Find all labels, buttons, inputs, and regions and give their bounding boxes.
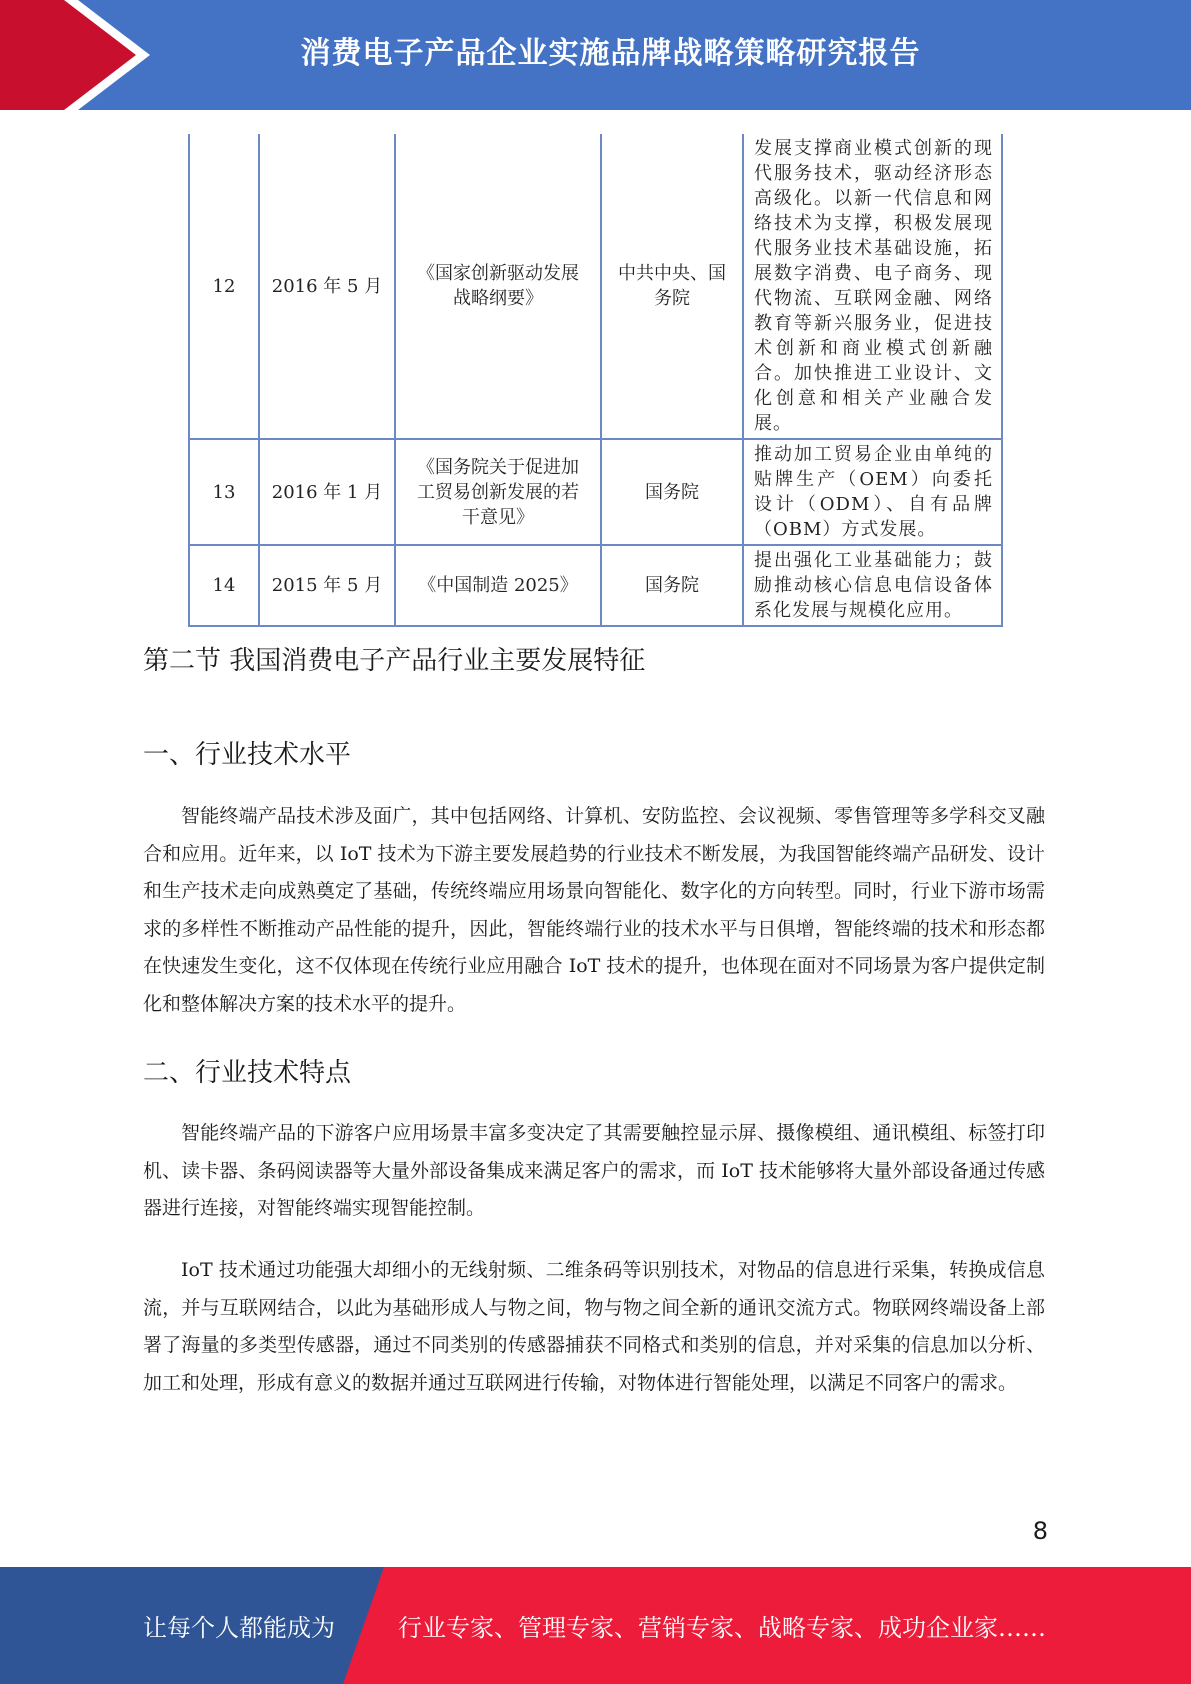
body-paragraph: IoT 技术通过功能强大却细小的无线射频、二维条码等识别技术，对物品的信息进行采集，转换成信息流，并与互联网结合，以此为基础形成人与物之间，物与物之间全新的通讯交流方式。物联网终端设备上部署了海量的多类型传感器，通过不同类别的传感器捕获不同格式和类别的信息，并对采集的信息加以分析、加工和处理，形成有意义的数据并通过互联网进行传输，对物体进行智能处理，以满足不同客户的需求。: [143, 1259, 1045, 1394]
row-content: 推动加工贸易企业由单纯的贴牌生产（OEM）向委托设计（ODM）、自有品牌（OBM）方式发展。: [743, 439, 1002, 545]
row-policy-title: 《中国制造 2025》: [395, 545, 601, 626]
row-content: 提出强化工业基础能力；鼓励推动核心信息电信设备体系化发展与规模化应用。: [743, 545, 1002, 626]
row-policy-title: 《国家创新驱动发展战略纲要》: [395, 134, 601, 439]
page-footer: [0, 1567, 1191, 1684]
row-number: 14: [189, 545, 259, 626]
table-row: [189, 439, 1002, 545]
row-date: 2016 年 1 月: [259, 439, 395, 545]
row-issuer: 国务院: [601, 439, 743, 545]
row-number: 13: [189, 439, 259, 545]
row-number: 12: [189, 134, 259, 439]
subsection-heading: 二、行业技术特点: [143, 1058, 352, 1088]
row-date: 2016 年 5 月: [259, 134, 395, 439]
footer-slogan-left: 让每个人都能成为: [143, 1614, 335, 1642]
footer-slogan-right: 行业专家、管理专家、营销专家、战略专家、成功企业家……: [398, 1614, 1046, 1642]
body-paragraph: 智能终端产品的下游客户应用场景丰富多变决定了其需要触控显示屏、摄像模组、通讯模组、标签打印机、读卡器、条码阅读器等大量外部设备集成来满足客户的需求，而 IoT 技术能够将大量外部设备通过传感器进行连接，对智能终端实现智能控制。: [143, 1122, 1045, 1219]
body-paragraph: 智能终端产品技术涉及面广，其中包括网络、计算机、安防监控、会议视频、零售管理等多学科交叉融合和应用。近年来，以 IoT 技术为下游主要发展趋势的行业技术不断发展，为我国智能终端产品研发、设计和生产技术走向成熟奠定了基础，传统终端应用场景向智能化、数字化的方向转型。同时，行业下游市场需求的多样性不断推动产品性能的提升，因此，智能终端行业的技术水平与日俱增，智能终端的技术和形态都在快速发生变化，这不仅体现在传统行业应用融合 IoT 技术的提升，也体现在面对不同场景为客户提供定制化和整体解决方案的技术水平的提升。: [143, 805, 1045, 1015]
policy-table: [188, 134, 1003, 627]
section-title: 第二节 我国消费电子产品行业主要发展特征: [143, 646, 646, 676]
row-date: 2015 年 5 月: [259, 545, 395, 626]
page-number: 8: [1032, 1517, 1048, 1545]
report-title: 消费电子产品企业实施品牌战略策略研究报告: [300, 36, 921, 71]
row-issuer: 中共中央、国务院: [601, 134, 743, 439]
row-content: 发展支撑商业模式创新的现代服务技术，驱动经济形态高级化。以新一代信息和网络技术为支撑，积极发展现代服务业技术基础设施，拓展数字消费、电子商务、现代物流、互联网金融、网络教育等新兴服务业，促进技术创新和商业模式创新融合。加快推进工业设计、文化创意和相关产业融合发展。: [743, 134, 1002, 439]
subsection-heading: 一、行业技术水平: [143, 740, 352, 770]
page-header: [0, 0, 1191, 110]
table-row: [189, 545, 1002, 626]
table-row: [189, 134, 1002, 439]
row-issuer: 国务院: [601, 545, 743, 626]
row-policy-title: 《国务院关于促进加工贸易创新发展的若干意见》: [395, 439, 601, 545]
